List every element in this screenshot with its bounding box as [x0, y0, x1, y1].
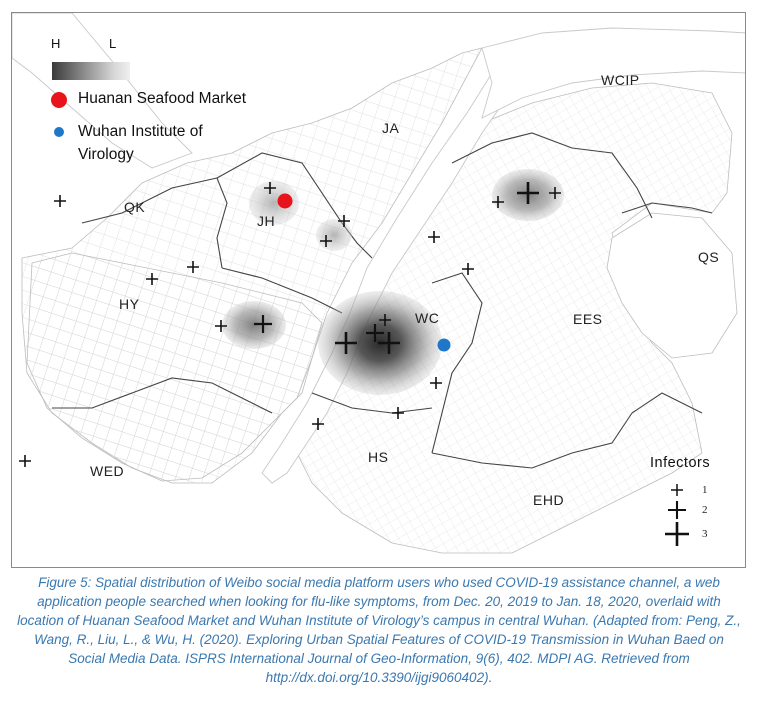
market-dot-icon — [51, 92, 67, 108]
legend-institute-label: Wuhan Institute of Virology — [78, 123, 203, 163]
legend-low-label: L — [109, 36, 117, 51]
wuhan-institute-marker — [438, 339, 451, 352]
district-label-jh: JH — [257, 213, 276, 229]
density-gradient-bar — [52, 62, 130, 80]
huanan-market-marker — [278, 194, 293, 209]
plus-icon — [665, 522, 689, 546]
district-label-wcip: WCIP — [601, 72, 640, 88]
district-label-ees: EES — [573, 311, 603, 327]
district-label-hy: HY — [119, 296, 140, 312]
plus-icon — [671, 484, 683, 496]
legend-market-label: Huanan Seafood Market — [78, 90, 247, 107]
institute-dot-icon — [54, 127, 64, 137]
district-label-wed: WED — [90, 463, 125, 479]
district-label-qk: QK — [124, 199, 146, 215]
district-label-hs: HS — [368, 449, 389, 465]
plus-icon — [54, 195, 66, 207]
infectors-legend-marks — [665, 484, 689, 546]
district-label-ehd: EHD — [533, 492, 565, 508]
plus-icon — [19, 455, 31, 467]
infector-level-2: 2 — [702, 504, 708, 516]
legend-high-label: H — [51, 36, 61, 51]
map-frame — [11, 12, 746, 568]
heat-spot-jh-south — [316, 219, 352, 251]
plus-icon — [668, 501, 686, 519]
district-label-qs: QS — [698, 249, 720, 265]
district-label-wc: WC — [415, 310, 440, 326]
infectors-legend-title: Infectors — [650, 455, 711, 471]
district-label-ja: JA — [382, 120, 400, 136]
figure-caption: Figure 5: Spatial distribution of Weibo social media platform users who used COVID-19 assistance channel, a web application people searched when looking for flu-like symptoms, from Dec. 20, 2019 to Jan. 18, 2020, overlaid with location of Huanan Seafood Market and Wuhan Institute of Virology’s campus in central Wuhan. (Adapted from: Peng, Z., Wang, R., Liu, L., & Wu, H. (2020). Exploring Urban Spatial Features of COVID-19 Transmission in Wuhan Baed on Social Media Data. ISPRS International Journal of Geo-Information, 9(6), 402. MDPI AG. Retrieved from http://dx.doi.org/10.3390/ijgi9060402). — [17, 575, 741, 685]
infector-level-1: 1 — [702, 484, 708, 496]
infector-level-3: 3 — [702, 528, 708, 540]
